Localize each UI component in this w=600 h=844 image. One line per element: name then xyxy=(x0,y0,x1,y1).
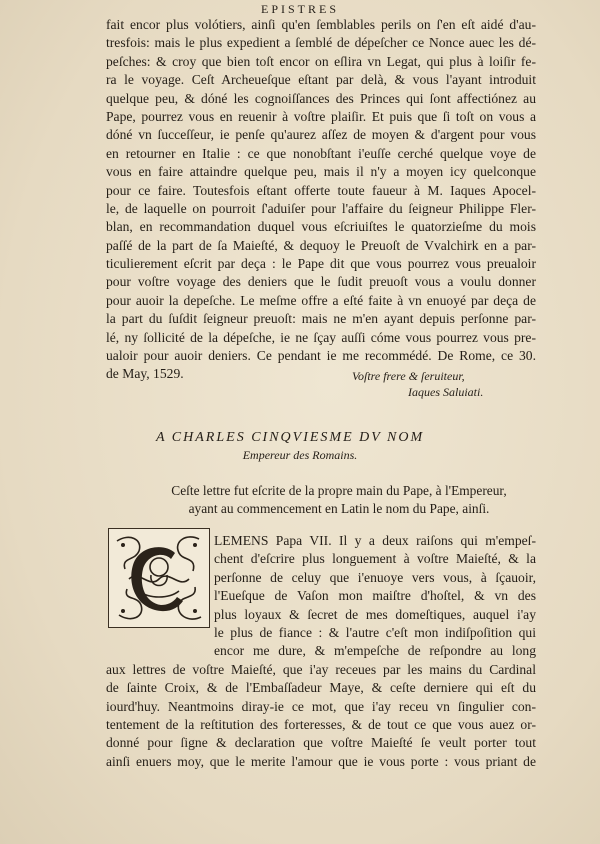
text-line: le plus de fiance : & l'autre c'eſt mon indiſpoſition qui xyxy=(214,624,536,640)
text-line: peſches: & croy que bien toſt encor on eſlira vn Legat, qui plus à loiſir fe- xyxy=(106,53,536,69)
letter-subheading: Empereur des Romains. xyxy=(242,448,358,462)
text-line: dóné vn ſucceſſeur, ie penſe qu'aurez aſſez de moyen & d'argent pour vous xyxy=(106,127,536,143)
text-line: Pape, pourrez vous en reuenir à voſtre plaiſir. Et puis que ſi toſt on vous a xyxy=(106,108,536,124)
text-line: pour auoir la depeſche. Le meſme offre a eſté faite à vn enuoyé par deça de xyxy=(106,292,536,308)
text-line: tresfois: mais le plus expedient a ſemblé de dépeſcher ce Nonce auec les dé- xyxy=(106,35,536,51)
text-line: pour ce faire. Toutesfois eſtant offerte toute faueur à M. Iaques Apocel- xyxy=(106,182,536,198)
text-line: la part du ſuſdit ſeigneur preuoſt: mais ne m'en ayant depuis perſonne par- xyxy=(106,311,536,327)
text-line: ualoir pour auoir deniers. Ce pendant ie me recommédé. De Rome, ce 30. xyxy=(106,348,536,364)
letter-body-1 xyxy=(106,16,536,384)
text-line: iourd'huy. Neantmoins diray-ie ce mot, que i'ay receu vn ſingulier con- xyxy=(106,698,536,714)
text-line: fait encor plus volótiers, ainſi qu'en ſemblables perils on ſ'en eſt aidé d'au- xyxy=(106,17,536,32)
text-line: ra le voyage. Ceſt Archeueſque eſtant par delà, & vous l'ayant introduit xyxy=(106,72,536,88)
text-line: perſonne de celuy que i'enuoye vers vous, à ſçauoir, xyxy=(214,569,536,585)
text-line: l'Eueſque de Vaſon mon maiſtre d'hoſtel, & vn des xyxy=(214,588,536,604)
text-line: blan, en recommandation duquel vous eſcriuiſtes le quatorzieſme du mois xyxy=(106,219,536,235)
text-line: le, de laquelle on pourroit ſ'aduiſer pour l'affaire du ſeigneur Philippe Fler- xyxy=(106,200,536,216)
letter-heading: A CHARLES CINQVIESME DV NOM xyxy=(156,430,425,445)
text-line: ticulierement eſcrit par deça : le Pape dit que vous pourrez vous preualoir xyxy=(106,256,536,272)
text-line: ainſi enuers moy, que le merite l'amour que ie vous porte : vous priant de xyxy=(106,753,536,769)
letter-body-2 xyxy=(106,532,536,771)
dateline: de May, 1529. xyxy=(106,366,184,382)
letter-argument: Ceſte lettre fut eſcrite de la propre main du Pape, à l'Empereur, ayant au commencement en Latin le nom du Pape, ainſi. xyxy=(171,483,507,516)
text-line: encor me dure, & m'empeſche de reſpondre au long xyxy=(214,643,536,659)
text-line: quelque peu, & dóné les cognoiſſances des Princes qui ſont affectiónez au xyxy=(106,90,536,106)
text-line: plus loyaux & ſecret de mes domeſtiques, auquel i'ay xyxy=(214,606,536,622)
text-line: aux lettres de voſtre Maieſté, que i'ay receues par les mains du Cardinal xyxy=(106,661,536,677)
text-line: pour voſtre voyage des deniers que le ſudit preuoſt vous a voulu donner xyxy=(106,274,536,290)
text-line: lé, ny ſollicité de la dépeſche, ie ne ſçay auſſi cóme vous pourrez vous pre- xyxy=(106,329,536,345)
signature-name: Iaques Saluiati. xyxy=(408,385,484,399)
text-line: de ſainte Croix, & de l'Embaſſadeur Maye, & ceſte derniere qui eſt du xyxy=(106,680,536,696)
text-line: tentement de la reſtitution des forteresses, & de tout ce que vous auez or- xyxy=(106,716,536,732)
running-title: EPISTRES xyxy=(260,2,339,16)
text-line: en retourner en Italie : ce que nonobſtant i'euſſe cerché quelque voye de xyxy=(106,145,536,161)
text-line: chent d'eſcrire plus longuement à voſtre Maieſté, & la xyxy=(214,551,536,567)
text-line: donné pour ſigne & declaration que voſtre Maieſté ſe veult porter tout xyxy=(106,735,536,751)
signature-closing: Voſtre frere & ſeruiteur, xyxy=(352,369,465,383)
text-line: paſſé de la part de ſa Maieſté, & dequoy le Preuoſt de Vvalchirk en a par- xyxy=(106,237,536,253)
text-line: LEMENS Papa VII. Il y a deux raiſons qui m'empeſ- xyxy=(214,533,536,548)
text-line: vous en faire attaindre quelque peu, mais il n'y a moyen icy quelconque xyxy=(106,164,536,180)
